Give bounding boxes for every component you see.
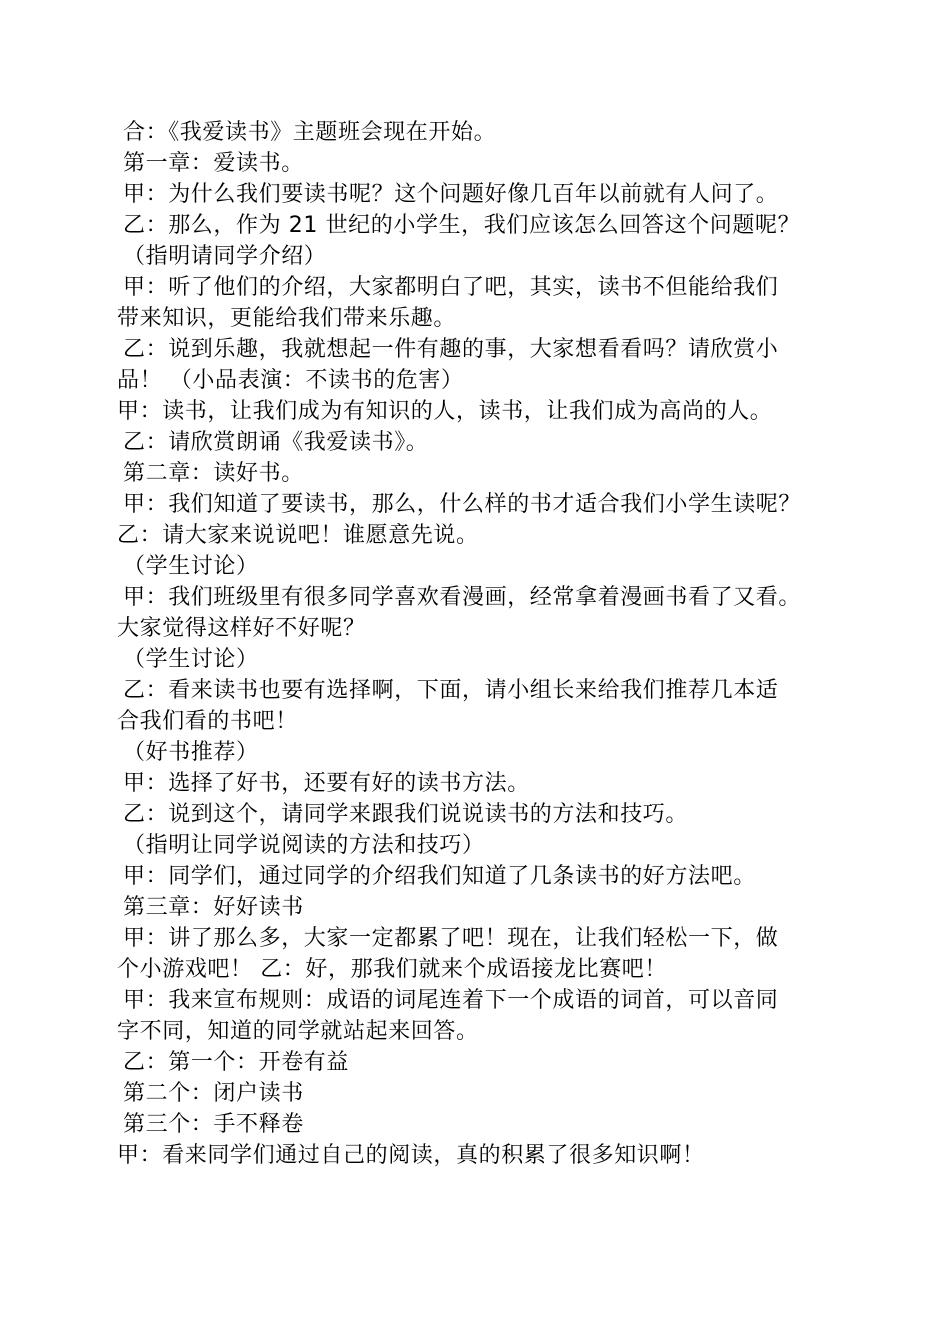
chapter-heading: 第二章：读好书。 xyxy=(123,461,304,486)
stage-direction: （学生讨论） xyxy=(123,554,259,579)
text-line: 字不同，知道的同学就站起来回答。 xyxy=(117,1019,479,1044)
text-line: 合：《我爱读书》主题班会现在开始。 xyxy=(123,120,497,145)
text-line: 甲：同学们，通过同学的介绍我们知道了几条读书的好方法吧。 xyxy=(123,864,756,889)
text-line: 乙：看来读书也要有选择啊，下面，请小组长来给我们推荐几本适 xyxy=(123,678,779,703)
text-line: 乙：说到乐趣，我就想起一件有趣的事，大家想看看吗？请欣赏小 xyxy=(123,337,779,362)
text-line: 带来知识，更能给我们带来乐趣。 xyxy=(117,306,457,331)
text-line: 甲：听了他们的介绍，大家都明白了吧，其实，读书不但能给我们 xyxy=(123,275,779,300)
chapter-heading: 第一章：爱读书。 xyxy=(123,151,304,176)
text-line: 甲：看来同学们通过自己的阅读，真的积累了很多知识啊！ xyxy=(117,1143,705,1168)
text-line: 甲：我来宣布规则：成语的词尾连着下一个成语的词首，可以音同 xyxy=(123,988,779,1013)
text-line: 甲：讲了那么多，大家一定都累了吧！现在，让我们轻松一下，做 xyxy=(123,926,779,951)
text-line: 合我们看的书吧！ xyxy=(117,709,298,734)
text-line: 乙：说到这个，请同学来跟我们说说读书的方法和技巧。 xyxy=(123,802,689,827)
stage-direction: （学生讨论） xyxy=(123,647,259,672)
text-line: 第二个：闭户读书 xyxy=(123,1081,304,1106)
text-line: 乙：请大家来说说吧！谁愿意先说。 xyxy=(117,523,479,548)
text-line: 甲：读书，让我们成为有知识的人，读书，让我们成为高尚的人。 xyxy=(117,399,773,424)
text-line: 品！ （小品表演：不读书的危害） xyxy=(117,368,464,393)
text-line: 甲：选择了好书，还要有好的读书方法。 xyxy=(123,771,530,796)
chapter-heading: 第三章：好好读书 xyxy=(123,895,304,920)
text-line: 大家觉得这样好不好呢？ xyxy=(117,616,366,641)
text-line: 第三个：手不释卷 xyxy=(123,1112,304,1137)
text-line: 甲：我们班级里有很多同学喜欢看漫画，经常拿着漫画书看了又看。 xyxy=(123,585,802,610)
text-line: 乙：那么，作为 21 世纪的小学生，我们应该怎么回答这个问题呢？ xyxy=(123,213,801,238)
text-line: 乙：请欣赏朗诵《我爱读书》。 xyxy=(123,430,429,455)
stage-direction: （指明让同学说阅读的方法和技巧） xyxy=(123,833,485,858)
text-line: 甲：我们知道了要读书，那么，什么样的书才适合我们小学生读呢？ xyxy=(123,492,802,517)
stage-direction: （指明请同学介绍） xyxy=(123,244,327,269)
text-line: 乙：第一个：开卷有益 xyxy=(123,1050,350,1075)
stage-direction: （好书推荐） xyxy=(123,740,259,765)
text-line: 甲：为什么我们要读书呢？这个问题好像几百年以前就有人问了。 xyxy=(123,182,779,207)
text-line: 个小游戏吧！ 乙：好，那我们就来个成语接龙比赛吧！ xyxy=(117,957,667,982)
